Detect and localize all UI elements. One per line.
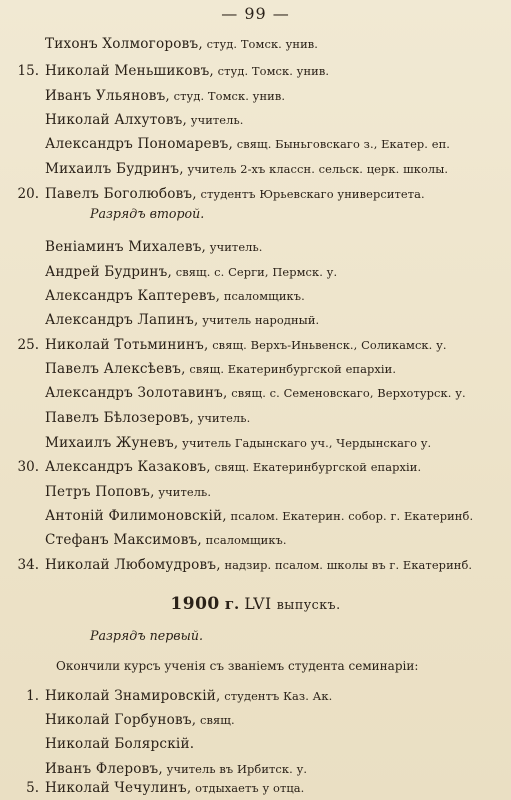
person-name: Александръ Золотавинъ, [45,385,228,401]
person-description: свящ. с. Серги, Пермск. у. [172,265,338,279]
graduation-note: Окончили курсъ ученія съ званіемъ студента семинаріи: [56,659,419,673]
person-name: Андрей Будринъ, [45,264,173,280]
person-name: Павелъ Алексѣевъ, [45,361,186,377]
person-description: учитель Гадынскаго уч., Чердынскаго у. [178,436,432,450]
heading-issue-number: LVI [244,595,272,613]
person-name: Николай Болярскій. [45,736,195,752]
list-item [0,528,511,552]
person-description: студ. Томск. унив. [169,89,286,103]
person-name: Иванъ Флеровъ, [45,761,163,777]
list-item [0,431,511,455]
person-description: учитель 2-хъ классн. сельск. церк. школы. [183,162,449,176]
entry-number: 25. [17,337,39,353]
list-item [0,84,511,108]
person-description: учитель въ Ирбитск. у. [162,762,308,776]
list-item [0,108,511,132]
person-name: Павелъ Бѣлозеровъ, [45,410,194,426]
list-item [0,182,511,206]
list-item [0,684,511,708]
page-number: — 99 — [221,4,290,23]
entry-number: 20. [17,186,39,202]
person-description: свящ. с. Семеновскаго, Верхотурск. у. [227,386,466,400]
person-name: Николай Алхутовъ, [45,112,188,128]
list-item [0,308,511,332]
list-item [0,260,511,284]
person-description: студ. Томск. унив. [213,64,330,78]
list-item [0,455,511,479]
list-item [0,157,511,181]
person-description: псаломщикъ. [220,289,305,303]
list-item [0,708,511,732]
person-description: свящ. Верхъ-Иньвенск., Соликамск. у. [208,338,447,352]
person-name: Александръ Каптеревъ, [45,288,221,304]
person-name: Николай Меньшиковъ, [45,63,214,79]
list-item [0,235,511,259]
person-description: учитель. [193,411,251,425]
person-name: Николай Тотьмининъ, [45,337,209,353]
person-description: учитель народный. [198,313,320,327]
list-item [0,776,511,800]
person-description: студ. Томск. унив. [202,37,319,51]
person-name: Веніаминъ Михалевъ, [45,239,207,255]
person-description: учитель. [154,485,212,499]
section-title-second-rank: Разрядъ второй. [90,206,205,221]
person-description: учитель. [206,240,263,254]
person-name: Николай Горбуновъ, [45,712,197,728]
person-name: Александръ Лапинъ, [45,312,199,328]
heading-year-abbr: г. [224,595,240,613]
entry-number: 1. [26,688,39,704]
list-item [0,732,511,756]
entry-number: 34. [17,557,39,573]
person-name: Михаилъ Будринъ, [45,161,184,177]
list-item [0,381,511,405]
list-item [0,59,511,83]
person-name: Александръ Пономаревъ, [45,136,234,152]
person-name: Николай Чечулинъ, [45,780,192,796]
list-item [0,357,511,381]
heading-year: 1900 [170,594,220,614]
person-description: отдыхаетъ у отца. [191,781,305,795]
list-item [0,480,511,504]
person-description: студентъ Юрьевскаго университета. [196,187,425,201]
person-name: Михаилъ Жуневъ, [45,435,179,451]
person-name: Павелъ Боголюбовъ, [45,186,197,202]
list-item [0,284,511,308]
list-item [0,333,511,357]
person-name: Тихонъ Холмогоровъ, [45,36,203,52]
person-description: свящ. Екатеринбургской епархіи. [210,460,422,474]
person-description: свящ. [196,713,235,727]
entry-number: 5. [26,780,39,796]
person-description: псаломщикъ. [201,533,287,547]
person-name: Иванъ Ульяновъ, [45,88,170,104]
person-description: студентъ Каз. Ак. [220,689,333,703]
person-name: Николай Любомудровъ, [45,557,221,573]
person-name: Николай Знамировскій, [45,688,221,704]
list-item [0,132,511,156]
entry-number: 15. [17,63,39,79]
person-name: Антоній Филимоновскій, [45,508,227,524]
person-name: Петръ Поповъ, [45,484,155,500]
entry-number: 30. [17,459,39,475]
person-name: Стефанъ Максимовъ, [45,532,202,548]
person-description: псалом. Екатерин. собор. г. Екатеринб. [226,509,474,523]
person-description: свящ. Екатеринбургской епархіи. [185,362,397,376]
list-item [0,406,511,430]
list-item [0,32,511,56]
person-name: Александръ Казаковъ, [45,459,211,475]
heading-issue-word: выпускъ. [276,597,341,612]
section-title-first-rank: Разрядъ первый. [90,628,203,643]
year-heading [0,591,511,618]
person-description: надзир. псалом. школы въ г. Екатеринб. [220,558,473,572]
person-description: учитель. [187,113,244,127]
list-item [0,553,511,577]
person-description: свящ. Быньговскаго з., Екатер. еп. [233,137,450,151]
list-item [0,504,511,528]
